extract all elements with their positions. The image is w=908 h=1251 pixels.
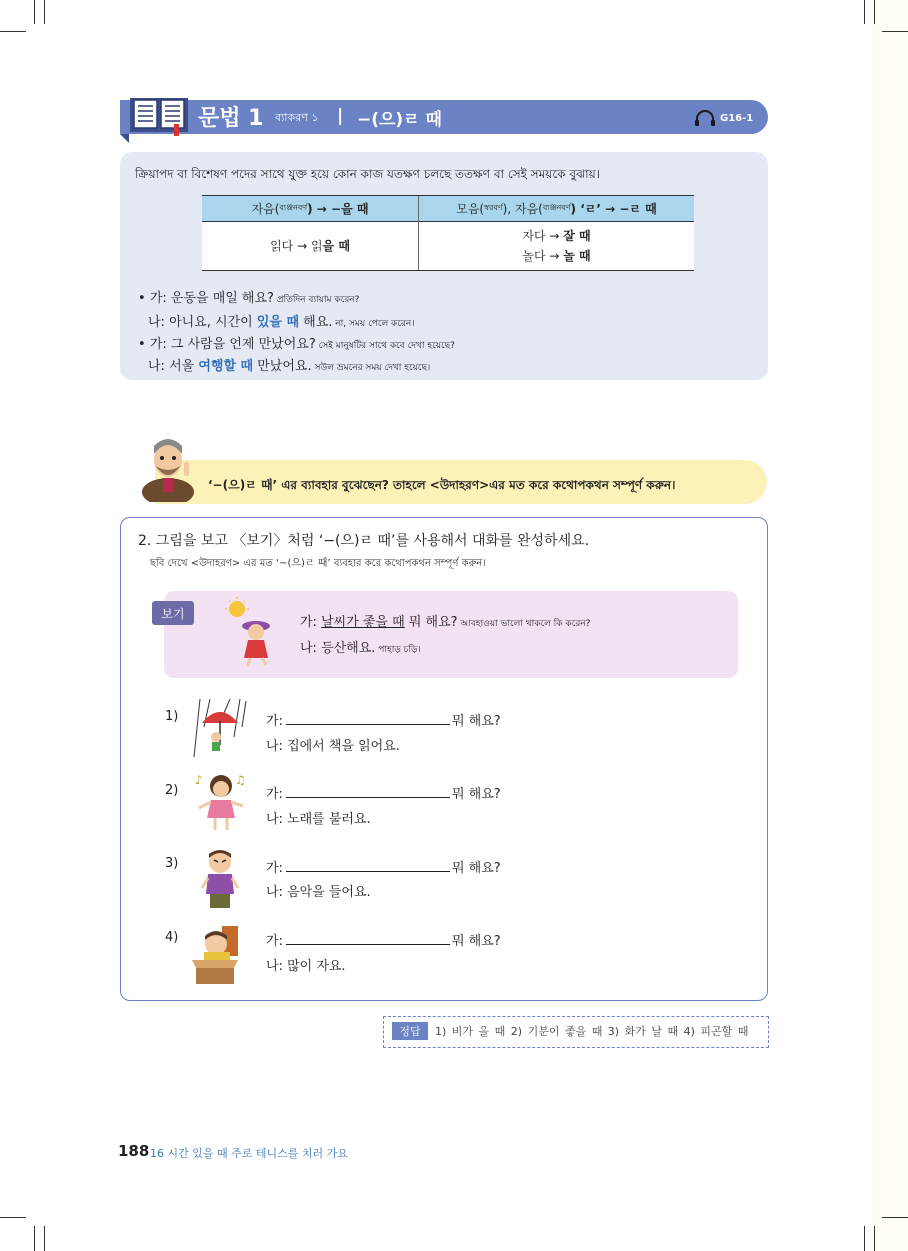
table-divider: [418, 196, 419, 270]
example-label: 보기: [152, 601, 194, 625]
conjugation-table: [202, 195, 694, 271]
item-question: 가: 뭐 해요?: [266, 787, 501, 802]
table-header-vowel: 모음( স্বরবর্ণ ), 자음( ব্যঞ্জনবর্ণ ) ‘ㄹ’ → −ㄹ 때: [419, 196, 694, 222]
exercise-subtitle: ছবি দেখে <উদাহরণ> এর মত ‘−(으)ㄹ 때’ ব্যবহার করে কথোপকথন সম্পূর্ণ করুন।: [150, 558, 486, 569]
chapter-title: 16 시간 있을 때 주로 테니스를 치러 가요: [150, 1147, 348, 1160]
table-cell-vowel-examples: 자다 → 잘 때 놀다 → 놀 때: [419, 222, 694, 270]
example-line: • 가: 운동을 매일 해요? প্রতিদিন ব্যায়াম করেন?: [138, 291, 360, 306]
grammar-description: ক্রিয়াপদ বা বিশেষণ পদের সাথে যুক্ত হয়ে কোন কাজ যতক্ষণ চলছে ততক্ষণ বা সেই সময়কে বুঝায়।: [135, 167, 600, 181]
header-separator: |: [337, 106, 344, 126]
crop-mark: [34, 1226, 35, 1251]
svg-text:♪: ♪: [195, 773, 203, 787]
item-number: 4): [165, 930, 179, 945]
page-edge-strip: [872, 0, 908, 1251]
grammar-pattern: −(으)ㄹ 때: [357, 110, 442, 130]
sleeping-student-icon: [188, 922, 250, 988]
page-number: 188: [118, 1142, 150, 1160]
headphone-icon[interactable]: [694, 110, 716, 126]
answer-blank[interactable]: [286, 933, 450, 945]
answer-blank[interactable]: [286, 860, 450, 872]
crop-mark: [34, 0, 35, 24]
svg-text:♫: ♫: [235, 773, 246, 787]
crop-mark: [0, 31, 26, 32]
item-answer: 나: 노래를 불러요.: [266, 812, 371, 827]
item-number: 2): [165, 783, 179, 798]
crop-mark: [0, 1217, 26, 1218]
example-question: 가: 날씨가 좋을 때 뭐 해요? আবহাওয়া ভালো থাকলে কি করেন?: [300, 615, 591, 630]
open-book-icon: [128, 94, 190, 136]
item-question: 가: 뭐 해요?: [266, 934, 501, 949]
tip-text: ‘−(으)ㄹ 때’ এর ব্যাবহার বুঝেছেন? তাহলে <উদাহরণ>এর মত করে কথোপকথন সম্পূর্ণ করুন।: [208, 478, 676, 492]
singing-girl-icon: [193, 770, 253, 832]
professor-icon: [138, 432, 200, 502]
angry-boy-icon: [190, 848, 250, 910]
crop-mark: [874, 0, 875, 24]
item-answer: 나: 많이 자요.: [266, 959, 346, 974]
exercise-title: 2. 그림을 보고 〈보기〉처럼 ‘−(으)ㄹ 때’를 사용해서 대화를 완성하세요.: [138, 533, 590, 549]
answer-blank[interactable]: [286, 786, 450, 798]
crop-mark: [864, 1226, 865, 1251]
rain-umbrella-icon: [190, 697, 250, 759]
table-cell-consonant-example: 읽다 → 읽을 때: [202, 222, 418, 270]
answer-blank[interactable]: [286, 713, 450, 725]
item-answer: 나: 집에서 책을 읽어요.: [266, 739, 400, 754]
item-number: 3): [165, 856, 179, 871]
grammar-title: 문법 1: [198, 106, 264, 131]
item-answer: 나: 음악을 들어요.: [266, 885, 371, 900]
crop-mark: [864, 0, 865, 24]
item-question: 가: 뭐 해요?: [266, 714, 501, 729]
crop-mark: [44, 1226, 45, 1251]
crop-mark: [874, 1226, 875, 1251]
crop-mark: [882, 31, 908, 32]
table-header-consonant: 자음( ব্যঞ্জনবর্ণ ) → −을 때: [202, 196, 418, 222]
crop-mark: [882, 1217, 908, 1218]
grammar-subtitle: ব্যাকরণ ১: [275, 111, 319, 124]
example-line: • 가: 그 사람을 언제 만났어요? সেই মানুষটির সাথে কবে দেখা হয়েছে?: [138, 337, 455, 352]
item-number: 1): [165, 709, 179, 724]
answer-key-text: 1) 비가 올 때 2) 기분이 좋을 때 3) 화가 날 때 4) 피곤할 때: [435, 1025, 749, 1038]
example-line: 나: 서울 여행할 때 만났어요. সউল ভ্রমনের সময় দেখা হয়েছে।: [148, 359, 431, 374]
example-answer: 나: 등산해요. পাহাড় চড়ি।: [300, 641, 421, 656]
sunny-girl-icon: [222, 596, 284, 668]
item-question: 가: 뭐 해요?: [266, 861, 501, 876]
example-line: 나: 아니요, 시간이 있을 때 해요. না, সময় পেলে করেন।: [148, 315, 415, 330]
crop-mark: [44, 0, 45, 24]
answer-key-label: 정답: [392, 1022, 428, 1040]
audio-track-label[interactable]: G16-1: [720, 113, 754, 124]
